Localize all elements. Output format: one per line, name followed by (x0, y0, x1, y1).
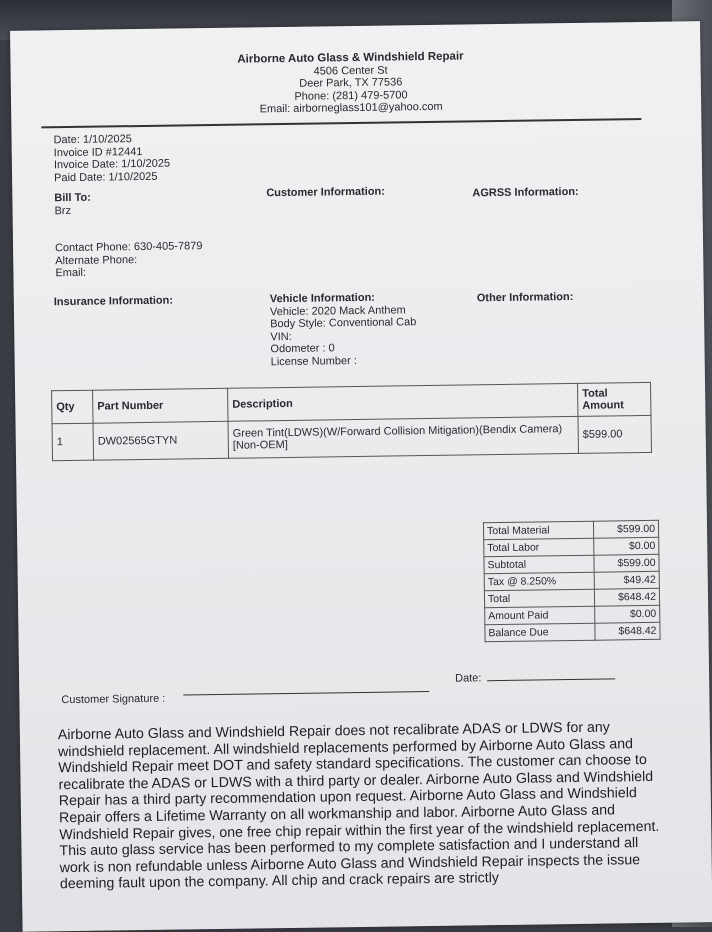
invoice-paper (10, 21, 712, 932)
row-total: $599.00 (578, 415, 652, 453)
total-labor-value: $0.00 (593, 537, 659, 555)
contact-info (55, 240, 203, 280)
signature-line (183, 691, 429, 695)
tax-value: $49.42 (594, 571, 660, 589)
subtotal-value: $599.00 (594, 554, 660, 572)
row-qty: 1 (52, 423, 94, 461)
date-label: Date: (455, 672, 482, 685)
bill-to-label: Bill To: (54, 191, 91, 205)
agrss-info-heading: AGRSS Information: (472, 185, 579, 200)
total-material-label: Total Material (483, 521, 593, 540)
vehicle-info-heading: Vehicle Information: (269, 291, 376, 306)
disclaimer-text: Airborne Auto Glass and Windshield Repair does not recalibrate ADAS or LDWS for any windshield replacement. All windshield replacements performed by Airborne Auto Glass and Windshield Repair meet DOT and safety standard specifications. The customer can choose to recalibrate the ADAS or LDWS with a third party or dealer. Airborne Auto Glass and Windshield Repair has a third party recommendation upon request. Airborne Auto Glass and Windshield Repair offers a Lifetime Warranty on all workmanship and labor. Airborne Auto Glass and Windshield Repair gives, one free chip repair within the first year of the windshield replacement. This auto glass service has been performed to my complete satisfaction and I understand all work is non refundable unless Airborne Auto Glass and Windshield Repair inspects the issue deeming fault upon the company. All chip and crack repairs are strictly (57, 719, 660, 893)
grand-total-value: $648.42 (594, 588, 660, 606)
vehicle-odometer: Odometer : 0 (270, 342, 335, 356)
line-items-table (51, 382, 652, 461)
company-header (200, 50, 501, 117)
invoice-id: Invoice ID #12441 (53, 145, 143, 159)
balance-due-value: $648.42 (595, 622, 661, 640)
contact-phone: Contact Phone: 630-405-7879 (54, 240, 203, 255)
insurance-info-heading: Insurance Information: (53, 294, 174, 309)
vehicle-model: Vehicle: 2020 Mack Anthem (269, 303, 406, 318)
company-city: Deer Park, TX 77536 (299, 76, 403, 90)
customer-signature-label: Customer Signature : (61, 692, 166, 707)
col-total-amount: Total Amount (578, 382, 651, 416)
company-name: Airborne Auto Glass & Windshield Repair (237, 50, 464, 66)
vehicle-info (270, 291, 417, 368)
row-description: Green Tint(LDWS)(W/Forward Collision Mitigation)(Bendix Camera) [Non-OEM] (228, 416, 578, 458)
company-phone: Phone: (281) 479-5700 (294, 88, 408, 103)
amount-paid-value: $0.00 (594, 605, 660, 623)
subtotal-label: Subtotal (484, 555, 594, 574)
bill-to-name: Brz (54, 204, 72, 217)
balance-due-label: Balance Due (485, 623, 595, 642)
col-qty: Qty (52, 390, 93, 424)
vehicle-vin: VIN: (270, 330, 292, 343)
company-street: 4506 Center St (313, 64, 388, 78)
table-row (52, 415, 651, 460)
vehicle-license: License Number : (270, 354, 357, 368)
col-part-number: Part Number (93, 388, 228, 423)
header-divider (41, 118, 641, 128)
invoice-issue-date: Invoice Date: 1/10/2025 (53, 157, 171, 172)
alternate-phone: Alternate Phone: (55, 253, 138, 267)
vehicle-body-style: Body Style: Conventional Cab (270, 316, 417, 331)
totals-row (485, 622, 660, 641)
row-part-number: DW02565GTYN (93, 421, 229, 460)
amount-paid-label: Amount Paid (485, 606, 595, 625)
tax-label: Tax @ 8.250% (484, 572, 594, 591)
totals-table (483, 520, 661, 642)
company-email: Email: airborneglass101@yahoo.com (259, 100, 443, 116)
total-material-value: $599.00 (593, 520, 659, 538)
date-line (487, 678, 615, 681)
invoice-date: Date: 1/10/2025 (53, 133, 132, 147)
invoice-paid-date: Paid Date: 1/10/2025 (54, 170, 158, 184)
bill-to (54, 192, 91, 218)
col-description: Description (228, 383, 578, 421)
other-info-heading: Other Information: (476, 290, 574, 305)
invoice-meta (53, 133, 170, 185)
grand-total-label: Total (484, 589, 594, 608)
total-labor-label: Total Labor (484, 538, 594, 557)
customer-info-heading: Customer Information: (266, 185, 385, 200)
contact-email: Email: (55, 266, 87, 280)
